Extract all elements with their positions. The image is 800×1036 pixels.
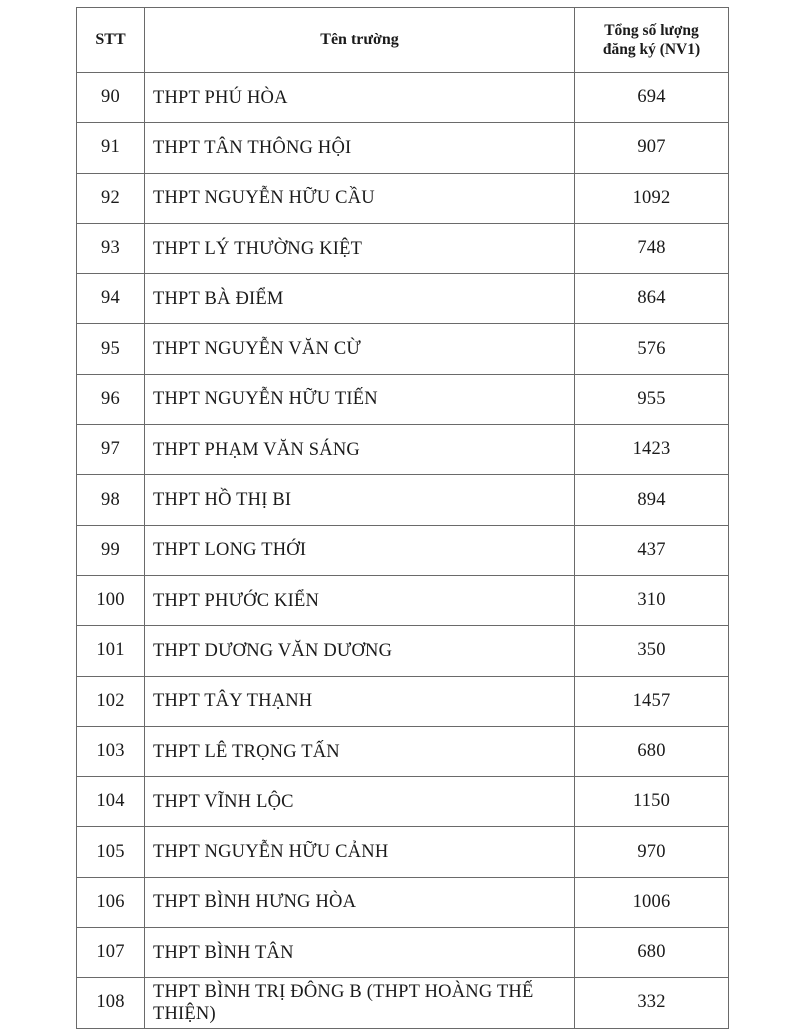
table-row — [77, 123, 729, 173]
row-stt: 98 — [77, 475, 145, 525]
table-row — [77, 324, 729, 374]
table-row — [77, 827, 729, 877]
row-school-name: THPT LÝ THƯỜNG KIỆT — [145, 223, 575, 273]
row-stt: 104 — [77, 777, 145, 827]
row-total-registered: 1457 — [575, 676, 729, 726]
row-total-registered: 576 — [575, 324, 729, 374]
row-stt: 95 — [77, 324, 145, 374]
row-stt: 101 — [77, 626, 145, 676]
row-school-name: THPT NGUYỄN HỮU CẢNH — [145, 827, 575, 877]
row-total-registered: 894 — [575, 475, 729, 525]
table-row — [77, 928, 729, 978]
header-stt: STT — [77, 8, 145, 73]
row-school-name: THPT LÊ TRỌNG TẤN — [145, 726, 575, 776]
row-total-registered: 694 — [575, 73, 729, 123]
header-total-registered — [575, 8, 729, 73]
row-stt: 105 — [77, 827, 145, 877]
row-school-name: THPT PHẠM VĂN SÁNG — [145, 425, 575, 475]
row-school-name: THPT BÌNH TÂN — [145, 928, 575, 978]
row-school-name: THPT LONG THỚI — [145, 525, 575, 575]
table-row — [77, 475, 729, 525]
row-stt: 90 — [77, 73, 145, 123]
row-school-name: THPT NGUYỄN HỮU CẦU — [145, 173, 575, 223]
table-row — [77, 676, 729, 726]
row-stt: 107 — [77, 928, 145, 978]
table-header — [77, 8, 729, 73]
row-total-registered: 955 — [575, 374, 729, 424]
row-school-name: THPT TÂY THẠNH — [145, 676, 575, 726]
row-stt: 106 — [77, 877, 145, 927]
row-school-name: THPT PHÚ HÒA — [145, 73, 575, 123]
row-stt: 92 — [77, 173, 145, 223]
row-school-name: THPT TÂN THÔNG HỘI — [145, 123, 575, 173]
row-total-registered: 970 — [575, 827, 729, 877]
row-stt: 97 — [77, 425, 145, 475]
row-school-name: THPT PHƯỚC KIỂN — [145, 575, 575, 625]
row-school-name: THPT DƯƠNG VĂN DƯƠNG — [145, 626, 575, 676]
table-row — [77, 978, 729, 1028]
row-total-registered: 437 — [575, 525, 729, 575]
row-stt: 100 — [77, 575, 145, 625]
row-total-registered: 310 — [575, 575, 729, 625]
row-total-registered: 1150 — [575, 777, 729, 827]
table-row — [77, 223, 729, 273]
row-school-name: THPT BÀ ĐIỂM — [145, 274, 575, 324]
row-stt: 99 — [77, 525, 145, 575]
row-total-registered: 1006 — [575, 877, 729, 927]
row-stt: 108 — [77, 978, 145, 1028]
table-row — [77, 777, 729, 827]
row-stt: 94 — [77, 274, 145, 324]
header-row — [77, 8, 729, 73]
row-total-registered: 907 — [575, 123, 729, 173]
row-total-registered: 680 — [575, 928, 729, 978]
row-stt: 96 — [77, 374, 145, 424]
row-total-registered: 864 — [575, 274, 729, 324]
table-row — [77, 425, 729, 475]
row-school-name: THPT VĨNH LỘC — [145, 777, 575, 827]
row-total-registered: 1092 — [575, 173, 729, 223]
header-total-line2: đăng ký (NV1) — [602, 41, 701, 58]
table-row — [77, 73, 729, 123]
row-stt: 102 — [77, 676, 145, 726]
header-school-name: Tên trường — [145, 8, 575, 73]
table-row — [77, 173, 729, 223]
table-row — [77, 726, 729, 776]
row-total-registered: 332 — [575, 978, 729, 1028]
table-row — [77, 575, 729, 625]
table-row — [77, 877, 729, 927]
row-total-registered: 680 — [575, 726, 729, 776]
row-school-name: THPT BÌNH TRỊ ĐÔNG B (THPT HOÀNG THẾ THIỆN) — [145, 978, 575, 1028]
row-stt: 93 — [77, 223, 145, 273]
row-total-registered: 1423 — [575, 425, 729, 475]
row-stt: 103 — [77, 726, 145, 776]
table-row — [77, 525, 729, 575]
table-row — [77, 374, 729, 424]
row-school-name: THPT NGUYỄN HỮU TIẾN — [145, 374, 575, 424]
row-stt: 91 — [77, 123, 145, 173]
registration-table — [76, 7, 729, 1029]
row-total-registered: 748 — [575, 223, 729, 273]
header-total-line1: Tổng số lượng — [604, 22, 699, 39]
row-school-name: THPT HỒ THỊ BI — [145, 475, 575, 525]
row-school-name: THPT NGUYỄN VĂN CỪ — [145, 324, 575, 374]
table-body — [77, 73, 729, 1029]
table-row — [77, 274, 729, 324]
table-row — [77, 626, 729, 676]
row-total-registered: 350 — [575, 626, 729, 676]
row-school-name: THPT BÌNH HƯNG HÒA — [145, 877, 575, 927]
